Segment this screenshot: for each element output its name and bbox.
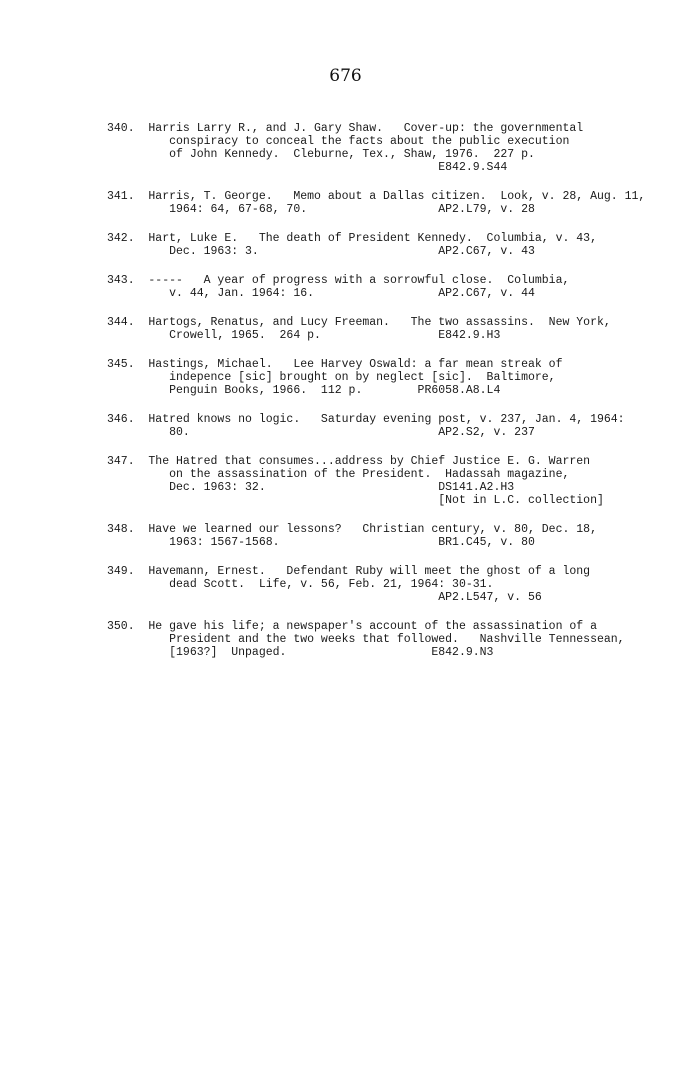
bibliography-entry — [107, 232, 667, 258]
bibliography-entry — [107, 413, 667, 439]
bibliography-entry — [107, 523, 667, 549]
entry-line: 341. Harris, T. George. Memo about a Dallas citizen. Look, v. 28, Aug. 11, — [107, 190, 646, 203]
entry-line: E842.9.S44 — [107, 161, 508, 174]
entry-line: indepence [sic] brought on by neglect [sic]. Baltimore, — [107, 371, 556, 384]
entry-line: v. 44, Jan. 1964: 16. AP2.C67, v. 44 — [107, 287, 535, 300]
entry-line: President and the two weeks that followed. Nashville Tennessean, — [107, 633, 625, 646]
bibliography-list — [107, 122, 667, 675]
page-number: 676 — [329, 66, 362, 86]
bibliography-entry — [107, 122, 667, 174]
entry-line: 345. Hastings, Michael. Lee Harvey Oswald: a far mean streak of — [107, 358, 563, 371]
bibliography-entry — [107, 190, 667, 216]
entry-line: of John Kennedy. Cleburne, Tex., Shaw, 1976. 227 p. — [107, 148, 535, 161]
entry-line: Dec. 1963: 3. AP2.C67, v. 43 — [107, 245, 535, 258]
entry-line: dead Scott. Life, v. 56, Feb. 21, 1964: 30-31. — [107, 578, 494, 591]
entry-line: Dec. 1963: 32. DS141.A2.H3 — [107, 481, 515, 494]
bibliography-entry — [107, 274, 667, 300]
entry-line: 340. Harris Larry R., and J. Gary Shaw. Cover-up: the governmental — [107, 122, 584, 135]
entry-line: Penguin Books, 1966. 112 p. PR6058.A8.L4 — [107, 384, 501, 397]
entry-line: [1963?] Unpaged. E842.9.N3 — [107, 646, 494, 659]
entry-line: AP2.L547, v. 56 — [107, 591, 542, 604]
bibliography-entry — [107, 565, 667, 604]
entry-line: [Not in L.C. collection] — [107, 494, 604, 507]
entry-line: 346. Hatred knows no logic. Saturday evening post, v. 237, Jan. 4, 1964: — [107, 413, 625, 426]
entry-line: 348. Have we learned our lessons? Christian century, v. 80, Dec. 18, — [107, 523, 597, 536]
bibliography-entry — [107, 358, 667, 397]
entry-line: 343. ----- A year of progress with a sorrowful close. Columbia, — [107, 274, 570, 287]
entry-line: 350. He gave his life; a newspaper's account of the assassination of a — [107, 620, 597, 633]
entry-line: on the assassination of the President. Hadassah magazine, — [107, 468, 570, 481]
entry-line: Crowell, 1965. 264 p. E842.9.H3 — [107, 329, 501, 342]
entry-line: conspiracy to conceal the facts about the public execution — [107, 135, 570, 148]
entry-line: 349. Havemann, Ernest. Defendant Ruby will meet the ghost of a long — [107, 565, 591, 578]
entry-line: 347. The Hatred that consumes...address by Chief Justice E. G. Warren — [107, 455, 591, 468]
bibliography-entry — [107, 455, 667, 507]
entry-line: 1964: 64, 67-68, 70. AP2.L79, v. 28 — [107, 203, 535, 216]
bibliography-entry — [107, 620, 667, 659]
entry-line: 1963: 1567-1568. BR1.C45, v. 80 — [107, 536, 535, 549]
entry-line: 344. Hartogs, Renatus, and Lucy Freeman. The two assassins. New York, — [107, 316, 611, 329]
bibliography-entry — [107, 316, 667, 342]
entry-line: 80. AP2.S2, v. 237 — [107, 426, 535, 439]
entry-line: 342. Hart, Luke E. The death of President Kennedy. Columbia, v. 43, — [107, 232, 597, 245]
